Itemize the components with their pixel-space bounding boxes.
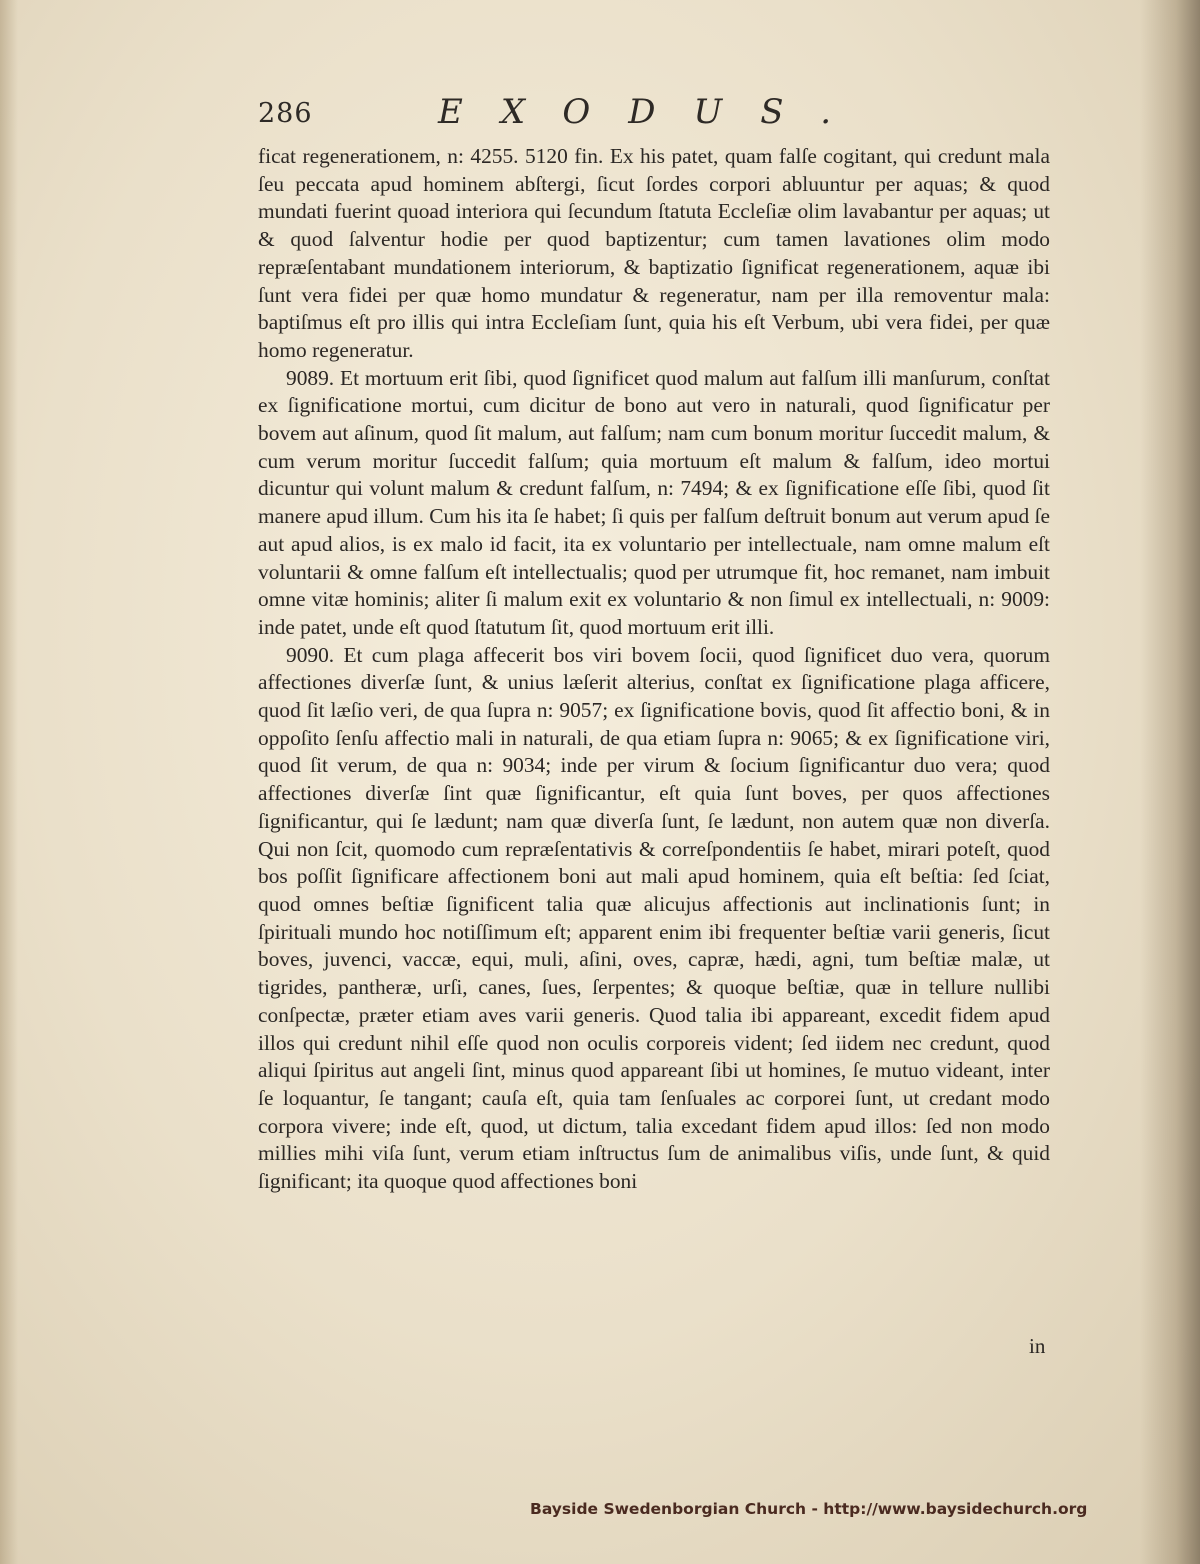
paragraph-9090: 9090. Et cum plaga affecerit bos viri bovem ſocii, quod ſignificet duo vera, quorum affectiones diverſæ ſunt, & unius læſerit alterius, conſtat ex ſignificatione plaga afficere, quod ſit læſio veri, de qua ſupra n: 9057; ex ſignificatione bovis, quod ſit affectio boni, & in oppoſito ſenſu affectio mali in naturali, de qua etiam ſupra n: 9065; & ex ſignificatione viri, quod ſit verum, de qua n: 9034; inde per virum & ſocium ſignificantur duo vera; quod affectiones diverſæ ſint quæ ſignificantur, eſt quia ſunt boves, per quos affectiones ſignificantur, qui ſe lædunt; nam quæ diverſa ſunt, ſe lædunt, non autem quæ non diverſa. Qui non ſcit, quomodo cum repræſentativis & correſpondentiis ſe habet, mirari poteſt, quod bos poſſit ſignificare affectionem boni aut mali apud hominem, quia eſt beſtia: ſed ſciat, quod omnes beſtiæ ſignificent talia quæ alicujus affectionis aut inclinationis ſunt; in ſpirituali mundo hoc notiſſimum eſt; apparent enim ibi frequenter beſtiæ varii generis, ſicut boves, juvenci, vaccæ, equi, muli, aſini, oves, capræ, hædi, agni, tum beſtiæ malæ, ut tigrides, pantheræ, urſi, canes, ſues, ſerpentes; & quoque beſtiæ, quæ in tellure nullibi conſpectæ, præter etiam aves varii generis. Quod talia ibi appareant, excedit fidem apud illos qui credunt nihil eſſe quod non oculis corporeis vident; ſed iidem nec credunt, quod aliqui ſpiritus aut angeli ſint, minus quod appareant ſibi ut homines, ſe mutuo videant, inter ſe loquantur, ſe tangant; cauſa eſt, quia tam ſenſuales ac corporei ſunt, ut credant modo corpora vivere; inde eſt, quod, ut dictum, talia excedant fidem apud illos: ſed non modo millies mihi viſa ſunt, verum etiam inſtructus ſum de animalibus viſis, unde ſunt, & quid ſignificant; ita quoque quod affectiones boni (258, 642, 1050, 1194)
page-left-edge (0, 0, 18, 1564)
paragraph-continuation: ficat regenerationem, n: 4255. 5120 fin. Ex his patet, quam falſe cogitant, qui credunt mala ſeu peccata apud hominem abſtergi, ſicut ſordes corpori abluuntur per aquas; & quod mundati fuerint quoad interiora qui ſecundum ſtatuta Eccleſiæ olim lavabantur per aquas; ut & quod ſalventur hodie per quod baptizentur; cum tamen lavationes olim modo repræſentabant mundationem interiorum, & baptizatio ſignificat regenerationem, aquæ ibi ſunt vera fidei per quæ homo mundatur & regeneratur, nam per illa removentur mala: baptiſmus eſt pro illis qui intra Eccleſiam ſunt, quia his eſt Verbum, ubi vera fidei, per quæ homo regeneratur. (258, 144, 1050, 362)
running-title: EXODUS. (438, 92, 870, 132)
main-text (258, 143, 1050, 1196)
paragraph-9089: 9089. Et mortuum erit ſibi, quod ſignificet quod malum aut falſum illi manſurum, conſtat ex ſignificatione mortui, cum dicitur de bono aut vero in naturali, quod ſignificatur per bovem aut aſinum, quod ſit malum, aut falſum; nam cum bonum moritur ſuccedit malum, & cum verum moritur ſuccedit falſum; quia mortuum eſt malum & falſum, ideo mortui dicuntur qui volunt malum & credunt falſum, n: 7494; & ex ſignificatione eſſe ſibi, quod ſit manere apud illum. Cum his ita ſe habet; ſi quis per falſum deſtruit bonum aut verum apud ſe aut apud alios, is ex malo id facit, ita ex voluntario per intellectuale, nam omne malum eſt voluntarii & omne falſum eſt intellectualis; quod per utrumque fit, hoc remanet, nam imbuit omne vitæ hominis; aliter ſi malum exit ex voluntario & non ſimul ex intellectuali, n: 9009: inde patet, unde eſt quod ſtatutum ſit, quod mortuum erit illi. (258, 365, 1050, 639)
footer-credit: Bayside Swedenborgian Church - http://www.baysidechurch.org (530, 1500, 1088, 1518)
catchword: in (1029, 1334, 1046, 1358)
page-header (258, 92, 1058, 136)
page-number: 286 (258, 98, 313, 129)
page-spine-shadow (1140, 0, 1200, 1564)
